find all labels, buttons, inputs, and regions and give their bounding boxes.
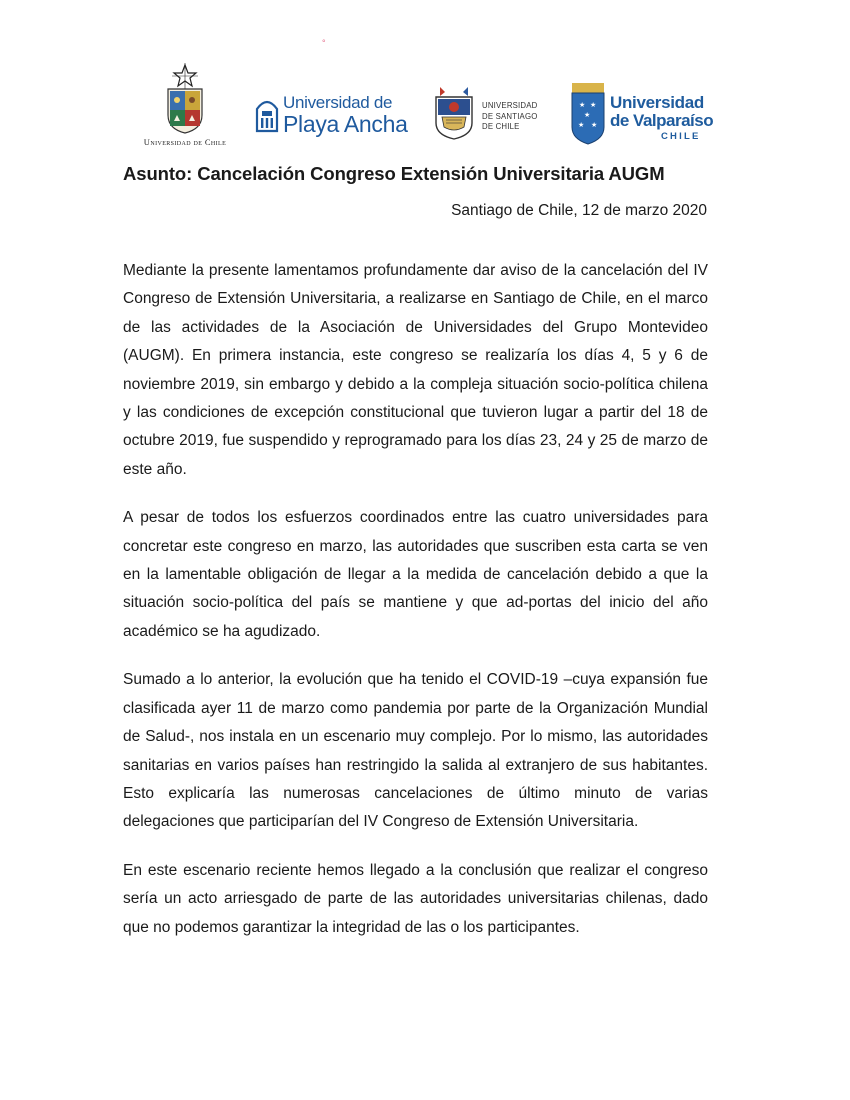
logo-universidad-de-chile [120,63,250,147]
paragraph: En este escenario reciente hemos llegado a la conclusión que realizar el congreso sería un acto arriesgado de parte de las autoridades universitarias chilenas, dado que no podemos garantizar la integridad de las o los participantes. [123,861,708,936]
logo-universidad-de-santiago [432,85,552,145]
upla-name-line2: Playa Ancha [283,111,408,137]
letter-place-date: Santiago de Chile, 12 de marzo 2020 [451,202,707,219]
paragraph: Mediante la presente lamentamos profundamente dar aviso de la cancelación del IV Congreso de Extensión Universitaria, a realizarse en Santiago de Chile, en el marco de las actividades de la Asociación de Universidades del Grupo Montevideo (AUGM). En primera instancia, este congreso se realizaría los días 4, 5 y 6 de noviembre 2019, sin embargo y debido a la compleja situación socio-política chilena y las condiciones de excepción constitucional que tuvieron lugar a partir del 18 de octubre 2019, fue suspendido y reprogramado para los días 23, 24 y 25 de marzo de este año. [123,262,708,478]
upla-name-line1: Universidad de [283,93,393,112]
uv-name-line2: de Valparaíso [610,111,714,130]
svg-text:★: ★ [578,121,585,129]
usach-crest-icon [432,85,476,141]
usach-name-line2: DE SANTIAGO [482,111,538,121]
upla-building-icon [255,97,279,133]
usach-name-line1: UNIVERSIDAD [482,101,538,110]
logo-universidad-de-valparaiso [570,81,720,151]
letter-subject: Asunto: Cancelación Congreso Extensión Universitaria AUGM [123,163,665,184]
uv-name-line1: Universidad [610,93,705,112]
paragraph: A pesar de todos los esfuerzos coordinados entre las cuatro universidades para concretar este congreso en marzo, las autoridades que suscriben esta carta se ven en la lamentable obligación de llegar a la medida de cancelación debido a que la situación socio-política del país se mantiene y que ad-portas del inicio del año académico se ha agudizado. [123,509,708,640]
scan-speck: ° [322,38,326,48]
svg-text:★: ★ [584,111,591,119]
paragraph: Sumado a lo anterior, la evolución que ha tenido el COVID-19 –cuya expansión fue clasificada ayer 11 de marzo como pandemia por parte de la Organización Mundial de Salud-, nos instala en un escenario muy complejo. Por lo mismo, las autoridades sanitarias en varios países han restringido la salida al extranjero de sus habitantes. Esto explicaría las numerosas cancelaciones de último minuto de varias delegaciones que participarían del IV Congreso de Extensión Universitaria. [123,671,708,831]
uchile-caption: Universidad de Chile [143,137,227,147]
svg-text:★: ★ [591,121,598,129]
uv-shield-icon [570,83,606,145]
logo-universidad-playa-ancha [255,93,415,143]
svg-text:★: ★ [590,101,597,109]
svg-text:★: ★ [579,101,586,109]
usach-name-line3: DE CHILE [482,122,520,131]
logo-header [0,55,850,155]
letter-body [123,257,708,962]
uv-name-line3: CHILE [661,131,701,142]
uchile-crest-icon [162,63,208,135]
usach-name [482,101,538,133]
